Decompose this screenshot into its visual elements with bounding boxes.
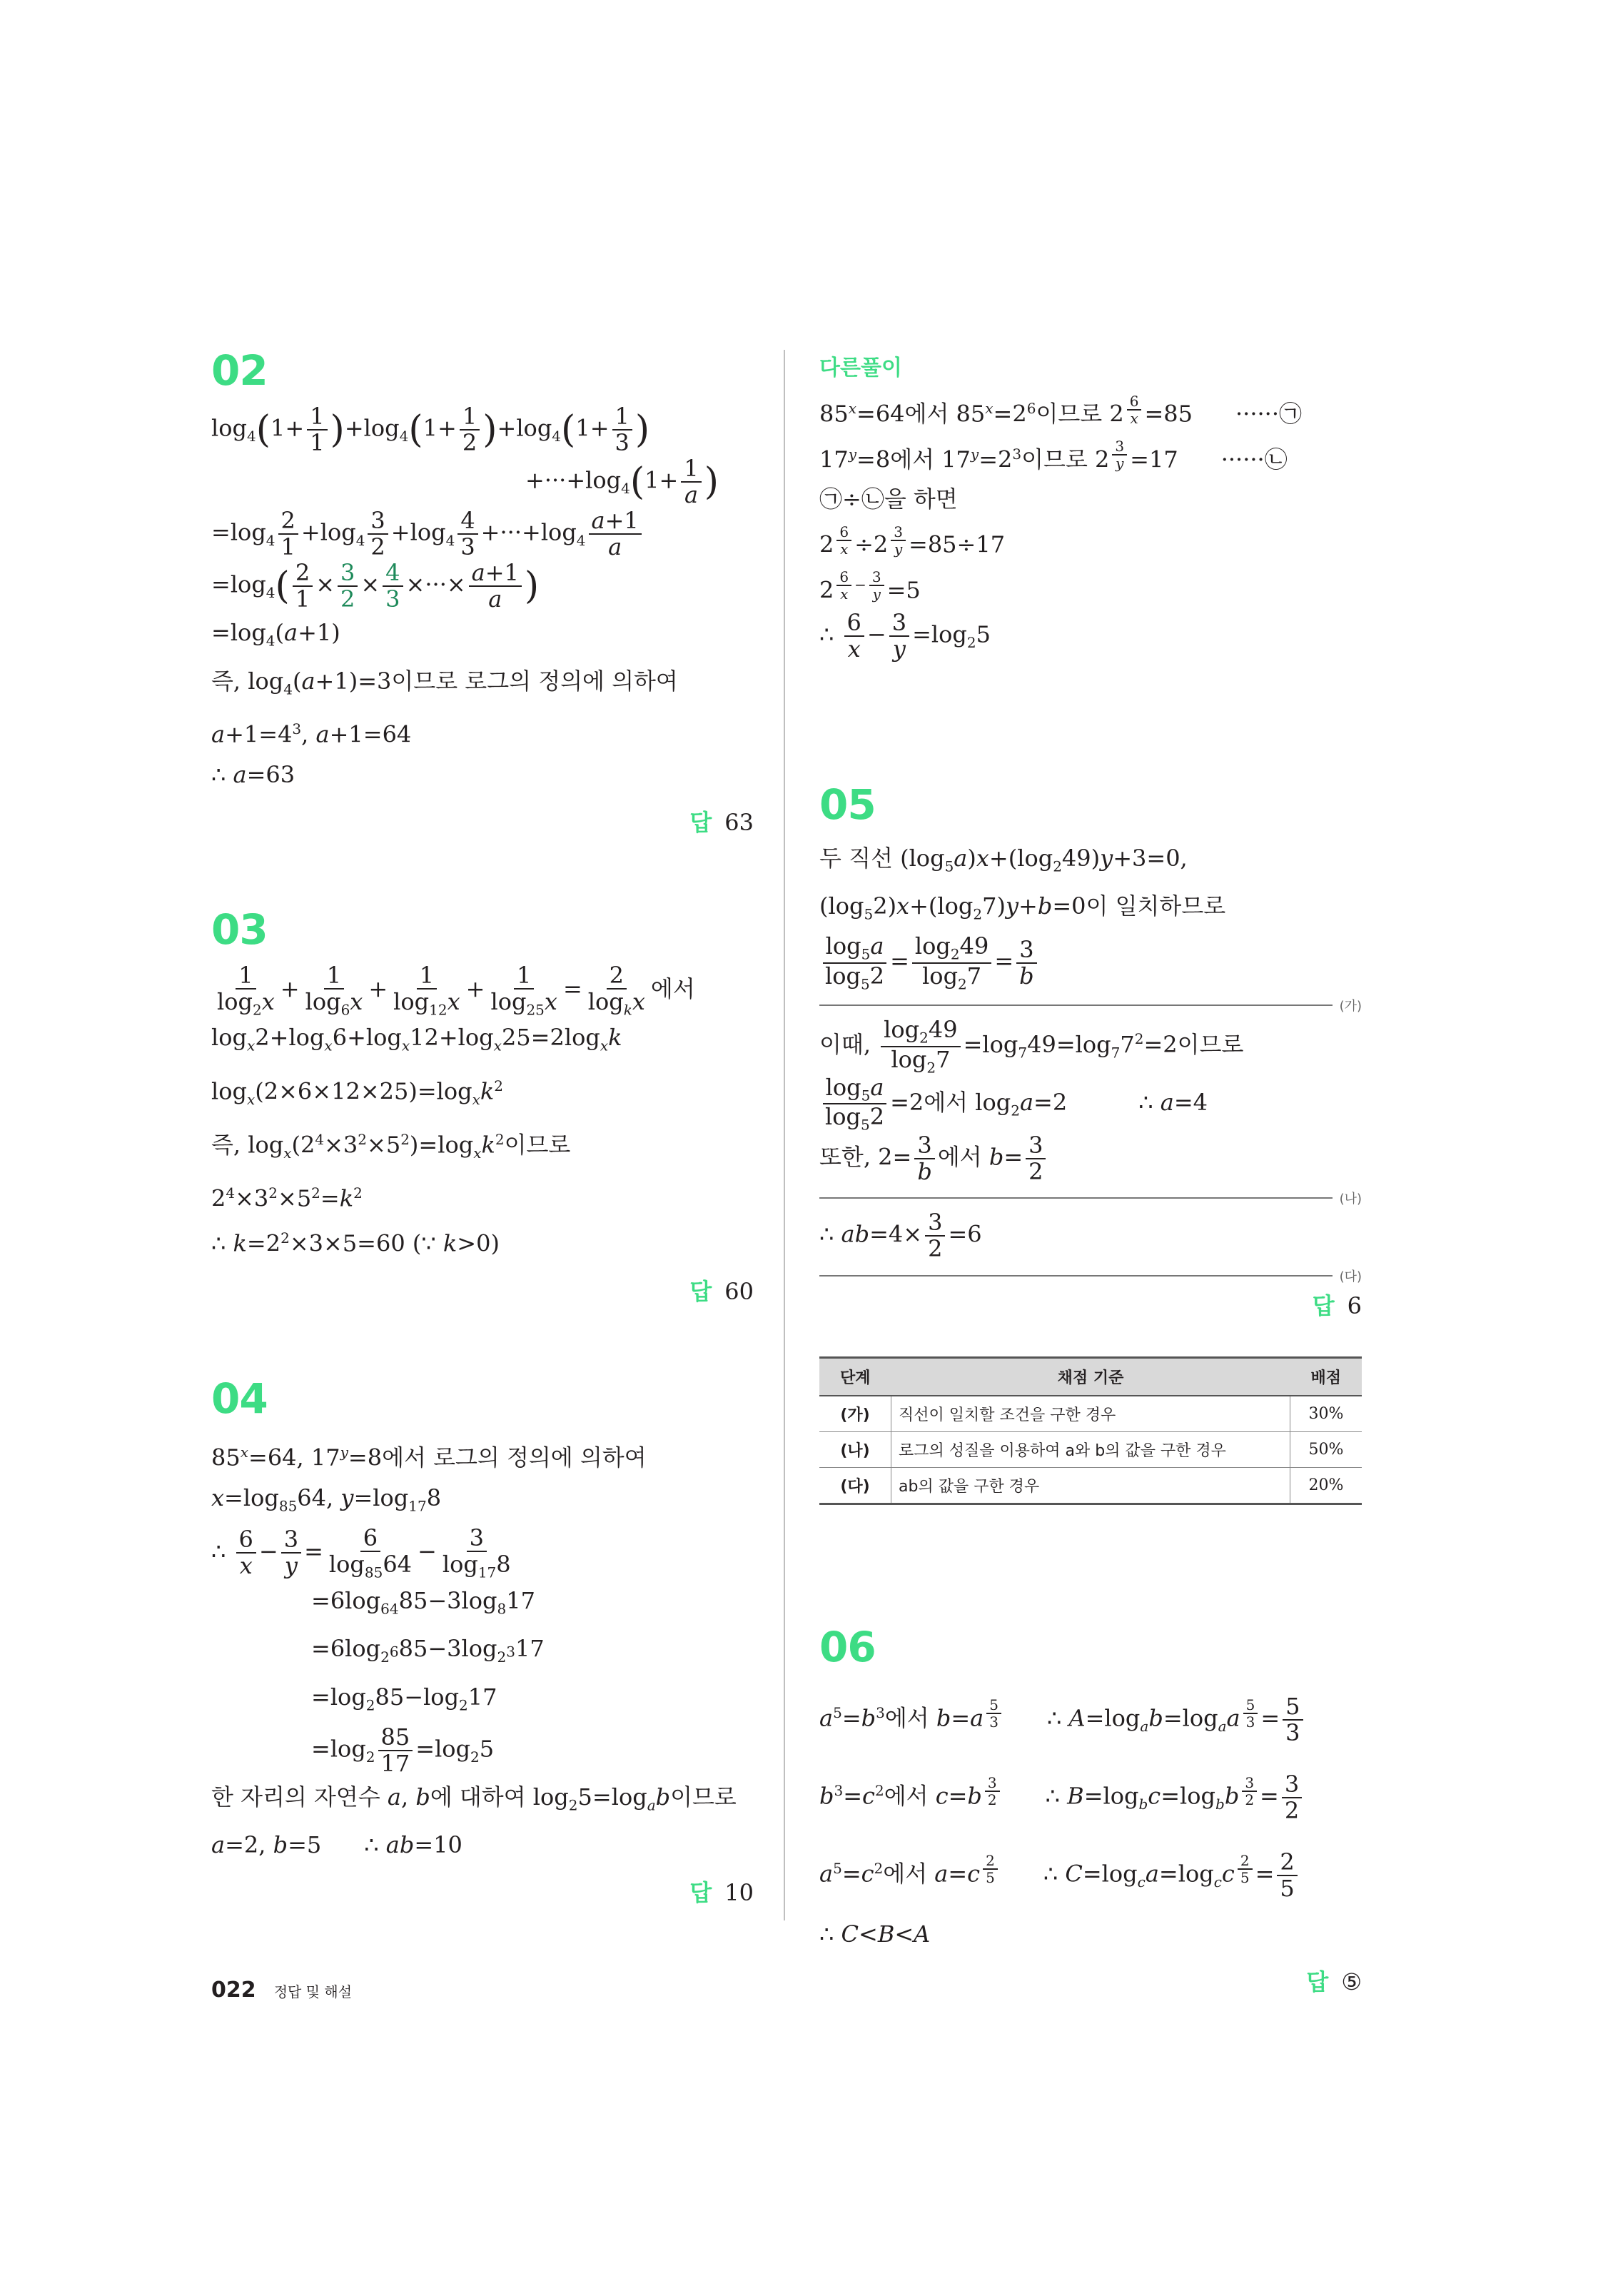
table-cell-criterion: 직선이 일치할 조건을 구한 경우: [891, 1396, 1290, 1432]
page-title: 정답 및 해설: [273, 1983, 353, 2000]
answer-value: 6: [1347, 1292, 1362, 1319]
equation-line: $(\log_52)x+(\log_27)y+b=0$이 일치하므로: [819, 892, 1226, 923]
equation-line: $=\log_2$ $\frac{85}{17}$ $=\log_25$: [311, 1723, 495, 1778]
equation-line: $a^5=b^3$에서 b=a $^{\frac{5}{3}}$ ∴ $A=\log_ab=\log_aa$ $^{\frac{5}{3}}$ = $\frac{5}{3}$: [819, 1681, 1362, 1758]
equation-line: ㉠÷㉡을 하면: [819, 485, 958, 513]
equation-line: $a^5=c^2$에서 a=c $^{\frac{2}{5}}$ ∴ $C=\log_ca=\log_cc$ $^{\frac{2}{5}}$ = $\frac{2}{5}$: [819, 1836, 1362, 1914]
answer: 답 63: [689, 808, 754, 836]
equation-line: 2 $^{\frac{6}{x} - \frac{3}{y}}$ =5: [819, 568, 921, 604]
problem-number: 02: [211, 346, 268, 395]
table-cell-step: (나): [819, 1431, 891, 1467]
step-marker: (나): [819, 1189, 1362, 1207]
equation-line: ∴ $k=2^2\times 3\times 5=60$ (∵ k>0): [211, 1229, 500, 1258]
equation-line: $\log_x2+\log_x6+\log_x12+\log_x25=2\log_xk$: [211, 1024, 622, 1054]
table-header-row: [819, 1357, 1362, 1396]
equation-line: 두 직선 $(\log_5a)x+(\log_249)y+3=0$,: [819, 844, 1188, 875]
problem-number: 06: [819, 1622, 876, 1671]
equation-line: $=\log_4(a+1)$: [211, 619, 340, 650]
equation-line: $85^x=64$에서 $85^x=2^6$이므로 2 $^{\frac{6}{x}}$ =85 ······㉠: [819, 392, 1303, 428]
equation-line: $=6\log_{2^6}85-3\log_{2^3}17$: [311, 1635, 545, 1666]
table-cell-criterion: ab의 값을 구한 경우: [891, 1467, 1290, 1504]
answer-value: 10: [724, 1879, 754, 1907]
answer-value: 60: [724, 1278, 754, 1306]
answer: 답 10: [689, 1879, 754, 1907]
problem-02: [211, 346, 754, 837]
equation-line: $=\log_4$( $\frac{2}{1}$ × $\frac{3}{2}$ × $\frac{4}{3}$ ×···× $\frac{a+1}{a}$ ): [211, 559, 540, 613]
answer: 답 6: [1312, 1292, 1362, 1319]
table-cell-score: 30%: [1290, 1396, 1362, 1432]
left-column: [211, 346, 754, 1908]
problem-05: [819, 780, 1362, 1505]
equation-line: ∴ $\frac{6}{x}$ − $\frac{3}{y}$ $=\log_25$: [819, 608, 991, 663]
grading-table: [819, 1356, 1362, 1505]
page-number: 022: [211, 1978, 256, 2003]
equation-line: ∴ $\frac{6}{x}$ − $\frac{3}{y}$ = $\frac{6}{\log_{85}64}$ − $\frac{3}{\log_{17}8}$: [211, 1524, 511, 1581]
table-header: 채점 기준: [891, 1357, 1290, 1396]
equation-line: 이때, $\frac{\log_249}{\log_27}$ $=\log_749=\log_77^2=2$이므로: [819, 1016, 1244, 1077]
equation-line: $=\log_285-\log_217$: [311, 1683, 497, 1713]
column-divider: [784, 350, 785, 1920]
equation-line: 즉, $\log_x(2^4\times 3^2\times 5^2)=\log_xk^2$이므로: [211, 1130, 571, 1162]
step-marker: (다): [819, 1267, 1362, 1285]
table-cell-step: (다): [819, 1467, 891, 1504]
equation-line: $b^3=c^2$에서 c=b $^{\frac{3}{2}}$ ∴ $B=\log_bc=\log_bb$ $^{\frac{3}{2}}$ = $\frac{3}{2}$: [819, 1758, 1362, 1836]
equation-line: 한 자리의 자연수 a, b에 대하여 $\log_25=\log_ab$이므로: [211, 1783, 737, 1814]
table-cell-score: 50%: [1290, 1431, 1362, 1467]
equation-line: $=6\log_{64}85-3\log_817$: [311, 1586, 535, 1618]
table-header: 배점: [1290, 1357, 1362, 1396]
equation-line: $17^y=8$에서 $17^y=2^3$이므로 2 $^{\frac{3}{y}}$ =17 ······㉡: [819, 438, 1288, 473]
equation-line: 2 $^{\frac{6}{x}}$ ÷2 $^{\frac{3}{y}}$ =85÷17: [819, 523, 1006, 558]
table-cell-step: (가): [819, 1396, 891, 1432]
table-header: 단계: [819, 1357, 891, 1396]
equation-line: ∴ ab=4× $\frac{3}{2}$ =6: [819, 1209, 982, 1263]
problem-06: [819, 1622, 1362, 1997]
equation-line: 또한, 2= $\frac{3}{b}$ 에서 b= $\frac{3}{2}$: [819, 1133, 1362, 1184]
equation-line: $+\cdot\cdot\cdot+\log_4(1+$ $\frac{1}{a}$ ): [525, 455, 719, 509]
equation-line: $x=\log_{85}64$, $y=\log_{17}8$: [211, 1484, 442, 1515]
equation-line: $\log_4(1+$ $\frac{1}{1}$ )$+\log_4(1+$ $\frac{1}{2}$ )$+\log_4(1+$ $\frac{1}{3}$ ): [211, 403, 650, 457]
problem-04: [211, 1374, 754, 1908]
page-footer: [211, 1978, 352, 2003]
problem-number: 05: [819, 780, 876, 829]
answer: 답 60: [689, 1278, 754, 1306]
table-row: [819, 1467, 1362, 1504]
problem-number: 03: [211, 905, 268, 954]
equation-line: $85^x=64$, $17^y=8$에서 로그의 정의에 의하여: [211, 1444, 647, 1471]
equation-line: a=2, b=5 ∴ ab=10: [211, 1831, 462, 1859]
problem-03: [211, 905, 754, 1306]
equation-line: $\frac{1}{\log_2x}$ + $\frac{1}{\log_6x}$ + $\frac{1}{\log_{12}x}$ + $\frac{1}{\log_{25}x}$ = $\frac{2}{\log_kx}$ 에서: [217, 961, 695, 1019]
step-marker: (가): [819, 996, 1362, 1014]
table-cell-criterion: 로그의 성질을 이용하여 a와 b의 값을 구한 경우: [891, 1431, 1290, 1467]
equation-line: 즉, $\log_4(a+1)=3$이므로 로그의 정의에 의하여: [211, 667, 678, 698]
equation-line: $a+1=4^3$, a+1=64: [211, 720, 412, 748]
alternative-title: 다른풀이: [819, 356, 902, 381]
problem-number: 04: [211, 1374, 268, 1424]
equation-line: $2^4\times 3^2\times 5^2=k^2$: [211, 1184, 363, 1212]
equation-line: $\frac{\log_5a}{\log_52}$ =2에서 $\log_2a=2$ ∴ a=4: [819, 1075, 1362, 1133]
table-row: [819, 1396, 1362, 1432]
table-cell-score: 20%: [1290, 1467, 1362, 1504]
answer-value: ⑤: [1341, 1968, 1362, 1995]
equation-line: $\frac{\log_5a}{\log_52}$ = $\frac{\log_249}{\log_27}$ = $\frac{3}{b}$: [819, 934, 1362, 992]
equation-line: $=\log_4$ $\frac{2}{1}$ $+\log_4$ $\frac{3}{2}$ $+\log_4$ $\frac{4}{3}$ $+\cdot\cdot\cdot+\log_4$ $\frac{a+1}{a}$: [211, 508, 754, 560]
table-row: [819, 1431, 1362, 1467]
answer-value: 63: [724, 808, 754, 836]
equation-line: ∴ a=63: [211, 760, 295, 788]
right-column: [819, 350, 1362, 1997]
equation-line: ∴ C<B<A: [819, 1920, 931, 1948]
alternative-solution: [819, 350, 1362, 663]
equation-line: $\log_x(2\times 6\times 12\times 25)=\log_xk^2$: [211, 1077, 504, 1108]
answer: 답 ⑤: [1306, 1968, 1362, 1995]
